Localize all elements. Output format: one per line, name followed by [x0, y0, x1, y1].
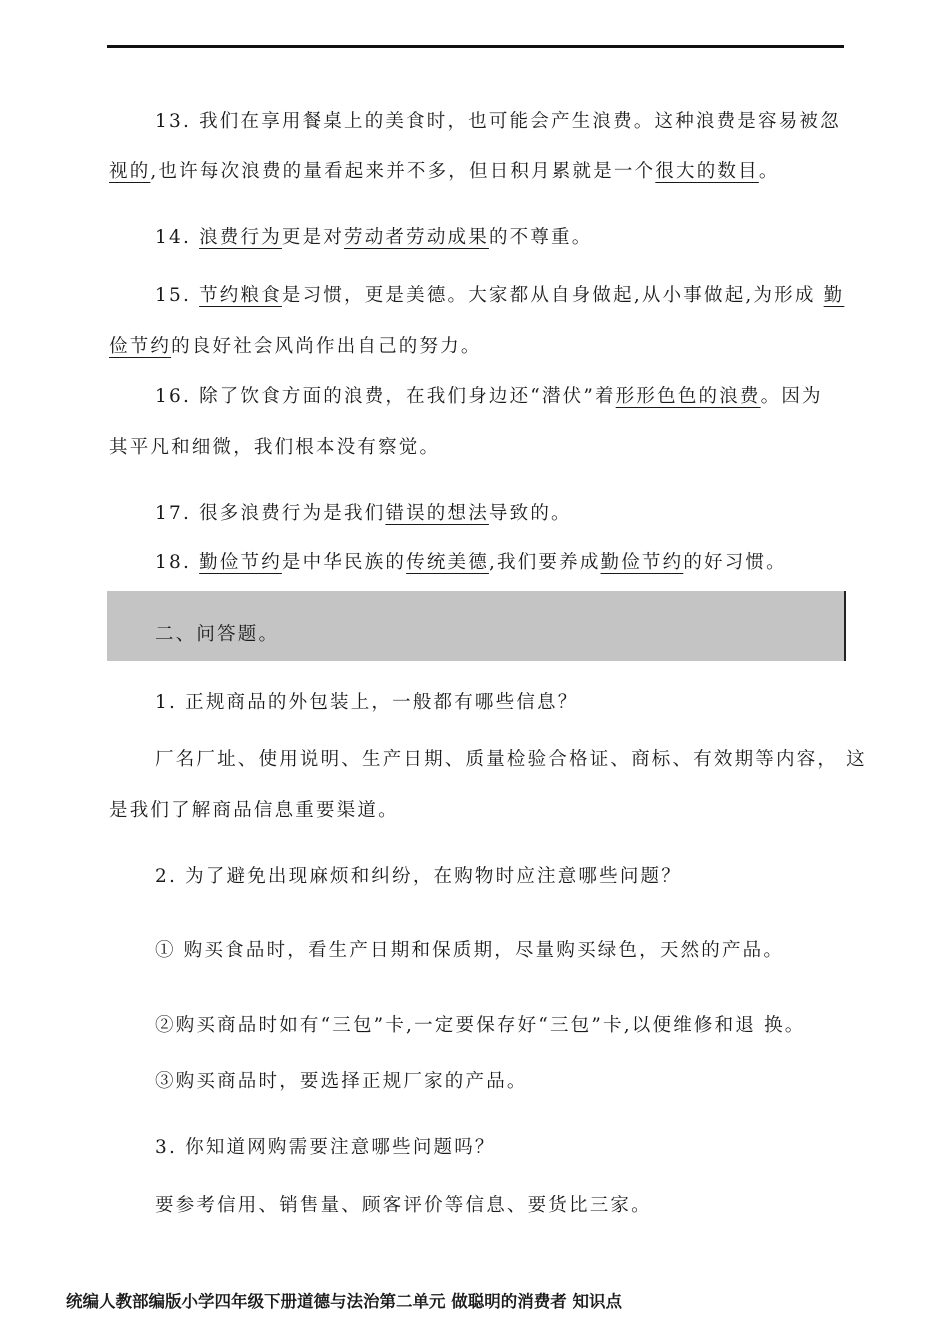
- item-14-underlined-2: 劳动者劳动成果: [344, 227, 489, 248]
- item-14-underlined-1: 浪费行为: [199, 227, 282, 248]
- item-16-underlined-1: 形形色色的浪费: [615, 386, 761, 407]
- item-18-underlined-2: 传统美德: [406, 552, 489, 573]
- item-13-text: 13. 我们在享用餐桌上的美食时，也可能会产生浪费。这种浪费是容易被忽: [155, 111, 841, 132]
- question-3: 3. 你知道网购需要注意哪些问题吗？: [155, 1137, 496, 1158]
- item-16-line-1: [155, 385, 823, 409]
- item-15-number: 15.: [155, 285, 200, 306]
- item-15-underlined-2b: 俭节约: [109, 336, 172, 357]
- item-15-text-2: 是习惯，更是美德。大家都从自身做起,从小事做起,为形成: [281, 285, 824, 306]
- item-16-line-2: [109, 436, 440, 460]
- item-17-text-2: 导致的。: [488, 503, 572, 524]
- item-14: [155, 226, 592, 250]
- item-16-text-3: 其平凡和细微，我们根本没有察觉。: [109, 437, 441, 458]
- item-13-underlined-2: 很大的数目: [655, 161, 759, 182]
- section-title: 二、问答题。: [155, 624, 280, 645]
- item-18-text-4: 的好习惯。: [683, 552, 787, 573]
- item-14-text-2: 更是对: [281, 227, 345, 248]
- footer-caption: 统编人教部编版小学四年级下册道德与法治第二单元 做聪明的消费者 知识点: [66, 1292, 622, 1311]
- item-15-line-2: [109, 335, 482, 359]
- item-13-text-2: ,也许每次浪费的量看起来并不多，但日积月累就是一个: [150, 161, 656, 182]
- item-18-underlined-3: 勤俭节约: [600, 552, 684, 573]
- item-18-underlined-1: 勤俭节约: [199, 552, 282, 573]
- item-14-text-3: 的不尊重。: [488, 227, 593, 248]
- item-15-text-3: 的良好社会风尚作出自己的努力。: [171, 336, 482, 357]
- item-18-number: 18.: [155, 552, 200, 573]
- item-18-text-3: ,我们要养成: [488, 552, 601, 573]
- question-2: 2. 为了避免出现麻烦和纠纷，在购物时应注意哪些问题？: [155, 866, 682, 887]
- answer-1-line-1: 厂名厂址、使用说明、生产日期、质量检验合格证、商标、有效期等内容， 这: [155, 749, 867, 770]
- item-16-text-2: 。因为: [760, 386, 823, 407]
- answer-2-item-3: ③购买商品时，要选择正规厂家的产品。: [155, 1071, 528, 1092]
- item-18: [155, 551, 787, 575]
- item-17: [155, 502, 572, 526]
- top-rule: [107, 45, 844, 48]
- item-13-line-2: [109, 160, 780, 184]
- item-16-text-1: 16. 除了饮食方面的浪费，在我们身边还“潜伏”着: [155, 386, 616, 407]
- answer-2-item-1: ① 购买食品时，看生产日期和保质期，尽量购买绿色，天然的产品。: [155, 940, 785, 961]
- item-15-underlined-2a: 勤: [823, 285, 845, 306]
- answer-3: 要参考信用、销售量、顾客评价等信息、要货比三家。: [155, 1195, 652, 1216]
- item-18-text-2: 是中华民族的: [281, 552, 407, 573]
- question-1: 1. 正规商品的外包装上，一般都有哪些信息？: [155, 692, 579, 713]
- item-17-underlined-1: 错误的想法: [385, 503, 489, 524]
- item-13-line-1: [155, 110, 841, 134]
- item-17-text-1: 17. 很多浪费行为是我们: [155, 503, 386, 524]
- item-13-text-3: 。: [758, 161, 780, 182]
- item-15-line-1: [155, 284, 844, 308]
- item-13-underlined-1: 视的: [109, 161, 151, 182]
- answer-1-line-2: 是我们了解商品信息重要渠道。: [109, 800, 399, 821]
- item-14-number: 14.: [155, 227, 200, 248]
- answer-2-item-2: ②购买商品时如有“三包”卡,一定要保存好“三包”卡,以便维修和退 换。: [155, 1015, 806, 1036]
- item-15-underlined-1: 节约粮食: [199, 285, 282, 306]
